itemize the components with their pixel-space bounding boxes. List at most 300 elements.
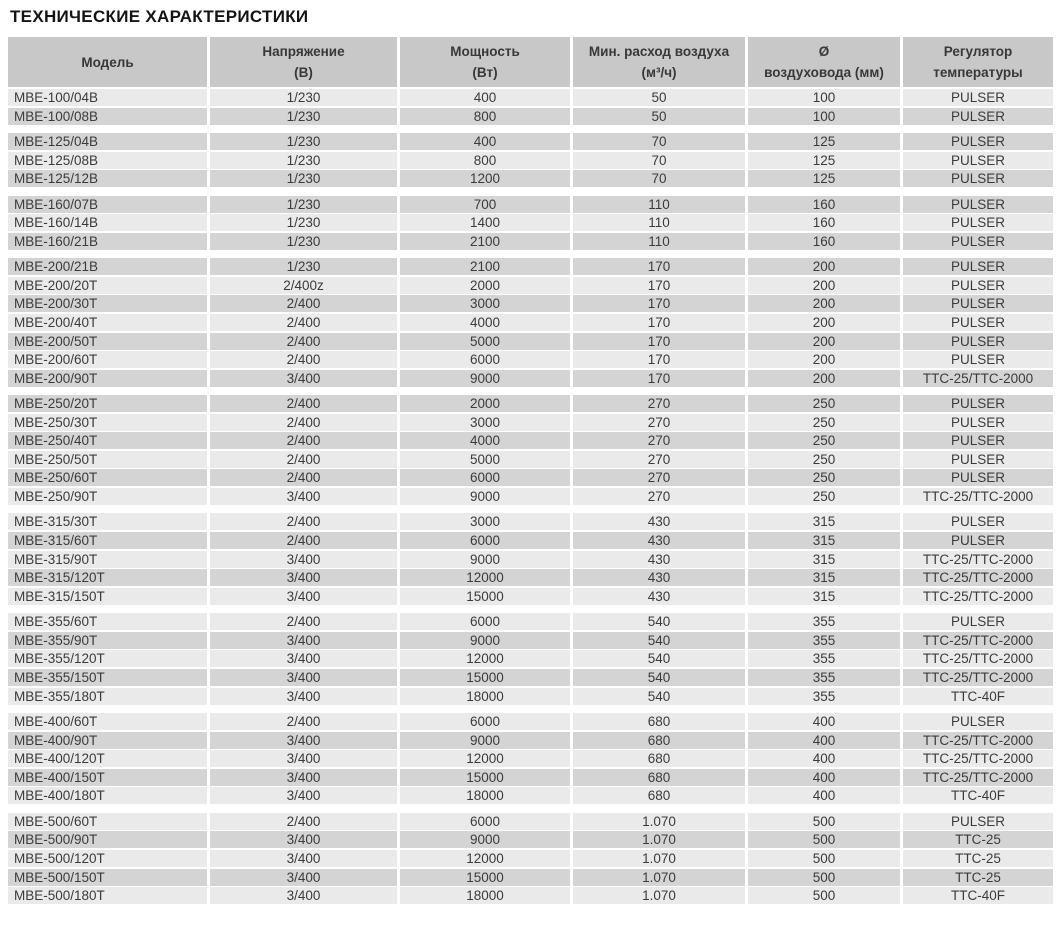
cell-diameter: 400: [748, 787, 900, 804]
cell-regulator: PULSER: [903, 295, 1053, 312]
cell-airflow: 70: [573, 170, 745, 187]
cell-model: MBE-200/60T: [8, 351, 207, 368]
col-header-voltage: [210, 37, 397, 87]
cell-power: 5000: [400, 333, 570, 350]
cell-model: MBE-250/40T: [8, 432, 207, 449]
cell-voltage: 3/400: [210, 650, 397, 667]
col-header-voltage-unit: (В): [294, 65, 313, 80]
cell-airflow: 430: [573, 569, 745, 586]
cell-airflow: 110: [573, 196, 745, 213]
cell-airflow: 680: [573, 750, 745, 767]
cell-regulator: PULSER: [903, 277, 1053, 294]
cell-diameter: 250: [748, 451, 900, 468]
table-row: [8, 196, 1053, 213]
cell-power: 9000: [400, 831, 570, 848]
model-group: [8, 395, 1053, 505]
cell-power: 12000: [400, 850, 570, 867]
cell-model: MBE-250/30T: [8, 414, 207, 431]
cell-model: MBE-250/20T: [8, 395, 207, 412]
table-row: [8, 650, 1053, 667]
table-row: [8, 688, 1053, 705]
cell-diameter: 160: [748, 233, 900, 250]
cell-model: MBE-355/150T: [8, 669, 207, 686]
cell-model: MBE-500/60T: [8, 813, 207, 830]
table-row: [8, 214, 1053, 231]
cell-airflow: 50: [573, 108, 745, 125]
cell-airflow: 430: [573, 513, 745, 530]
table-row: [8, 414, 1053, 431]
cell-diameter: 250: [748, 395, 900, 412]
cell-power: 18000: [400, 688, 570, 705]
cell-power: 6000: [400, 813, 570, 830]
cell-airflow: 270: [573, 414, 745, 431]
cell-airflow: 170: [573, 370, 745, 387]
cell-diameter: 500: [748, 831, 900, 848]
table-row: [8, 233, 1053, 250]
cell-voltage: 2/400: [210, 432, 397, 449]
col-header-power-unit: (Вт): [472, 65, 498, 80]
cell-model: MBE-355/90T: [8, 632, 207, 649]
cell-power: 4000: [400, 314, 570, 331]
cell-voltage: 3/400: [210, 488, 397, 505]
cell-airflow: 170: [573, 351, 745, 368]
cell-model: MBE-355/60T: [8, 613, 207, 630]
cell-airflow: 70: [573, 133, 745, 150]
cell-regulator: PULSER: [903, 314, 1053, 331]
cell-power: 2100: [400, 233, 570, 250]
cell-voltage: 2/400: [210, 713, 397, 730]
cell-diameter: 100: [748, 108, 900, 125]
cell-voltage: 3/400: [210, 370, 397, 387]
cell-voltage: 2/400: [210, 351, 397, 368]
cell-airflow: 50: [573, 89, 745, 106]
cell-airflow: 430: [573, 532, 745, 549]
cell-airflow: 110: [573, 214, 745, 231]
cell-regulator: TTC-25/TTC-2000: [903, 669, 1053, 686]
cell-airflow: 1.070: [573, 831, 745, 848]
cell-power: 9000: [400, 370, 570, 387]
cell-model: MBE-500/90T: [8, 831, 207, 848]
cell-power: 6000: [400, 613, 570, 630]
cell-airflow: 270: [573, 432, 745, 449]
table-row: [8, 569, 1053, 586]
table-row: [8, 869, 1053, 886]
cell-power: 800: [400, 108, 570, 125]
cell-voltage: 1/230: [210, 89, 397, 106]
cell-power: 2100: [400, 258, 570, 275]
cell-diameter: 200: [748, 333, 900, 350]
cell-power: 9000: [400, 488, 570, 505]
cell-voltage: 3/400: [210, 688, 397, 705]
cell-diameter: 200: [748, 370, 900, 387]
cell-voltage: 3/400: [210, 887, 397, 904]
cell-regulator: PULSER: [903, 170, 1053, 187]
cell-airflow: 540: [573, 613, 745, 630]
cell-power: 18000: [400, 887, 570, 904]
cell-regulator: PULSER: [903, 214, 1053, 231]
col-header-model-label: Модель: [81, 54, 134, 70]
cell-model: MBE-100/04B: [8, 89, 207, 106]
cell-model: MBE-500/180T: [8, 887, 207, 904]
cell-voltage: 1/230: [210, 170, 397, 187]
cell-airflow: 680: [573, 713, 745, 730]
cell-regulator: PULSER: [903, 813, 1053, 830]
cell-voltage: 3/400: [210, 669, 397, 686]
cell-voltage: 1/230: [210, 196, 397, 213]
cell-model: MBE-200/90T: [8, 370, 207, 387]
cell-airflow: 680: [573, 787, 745, 804]
cell-diameter: 200: [748, 351, 900, 368]
cell-model: MBE-160/14B: [8, 214, 207, 231]
cell-power: 800: [400, 152, 570, 169]
col-header-power-label: Мощность: [450, 44, 520, 59]
cell-model: MBE-355/180T: [8, 688, 207, 705]
cell-voltage: 1/230: [210, 108, 397, 125]
cell-airflow: 270: [573, 451, 745, 468]
cell-airflow: 1.070: [573, 869, 745, 886]
cell-model: MBE-200/20T: [8, 277, 207, 294]
cell-power: 4000: [400, 432, 570, 449]
cell-diameter: 500: [748, 850, 900, 867]
table-row: [8, 750, 1053, 767]
cell-voltage: 3/400: [210, 588, 397, 605]
cell-model: MBE-200/40T: [8, 314, 207, 331]
cell-voltage: 3/400: [210, 632, 397, 649]
cell-voltage: 1/230: [210, 133, 397, 150]
cell-power: 15000: [400, 669, 570, 686]
cell-diameter: 400: [748, 713, 900, 730]
cell-diameter: 250: [748, 432, 900, 449]
cell-diameter: 250: [748, 488, 900, 505]
cell-voltage: 2/400z: [210, 277, 397, 294]
cell-diameter: 355: [748, 632, 900, 649]
specs-table: [8, 37, 1053, 904]
cell-power: 9000: [400, 551, 570, 568]
cell-voltage: 3/400: [210, 869, 397, 886]
cell-regulator: PULSER: [903, 233, 1053, 250]
table-row: [8, 613, 1053, 630]
table-row: [8, 669, 1053, 686]
cell-regulator: PULSER: [903, 333, 1053, 350]
cell-regulator: PULSER: [903, 713, 1053, 730]
model-group: [8, 133, 1053, 187]
cell-voltage: 2/400: [210, 813, 397, 830]
table-row: [8, 395, 1053, 412]
cell-power: 15000: [400, 769, 570, 786]
col-header-diameter-unit: воздуховода (мм): [764, 65, 884, 80]
table-row: [8, 732, 1053, 749]
table-row: [8, 488, 1053, 505]
table-row: [8, 588, 1053, 605]
cell-model: MBE-400/120T: [8, 750, 207, 767]
cell-voltage: 1/230: [210, 152, 397, 169]
model-group: [8, 613, 1053, 704]
table-row: [8, 532, 1053, 549]
col-header-airflow-unit: (м³/ч): [641, 65, 677, 80]
col-header-regulator: [903, 37, 1053, 87]
table-row: [8, 295, 1053, 312]
table-row: [8, 713, 1053, 730]
cell-power: 700: [400, 196, 570, 213]
table-row: [8, 451, 1053, 468]
cell-power: 9000: [400, 632, 570, 649]
cell-diameter: 400: [748, 732, 900, 749]
cell-power: 400: [400, 133, 570, 150]
model-group: [8, 196, 1053, 250]
cell-model: MBE-315/30T: [8, 513, 207, 530]
cell-diameter: 200: [748, 277, 900, 294]
cell-power: 12000: [400, 650, 570, 667]
cell-voltage: 2/400: [210, 469, 397, 486]
table-row: [8, 469, 1053, 486]
cell-regulator: PULSER: [903, 351, 1053, 368]
cell-regulator: PULSER: [903, 196, 1053, 213]
table-row: [8, 133, 1053, 150]
cell-voltage: 2/400: [210, 613, 397, 630]
cell-regulator: PULSER: [903, 451, 1053, 468]
table-row: [8, 258, 1053, 275]
cell-airflow: 170: [573, 314, 745, 331]
cell-diameter: 315: [748, 569, 900, 586]
cell-model: MBE-125/04B: [8, 133, 207, 150]
cell-diameter: 100: [748, 89, 900, 106]
cell-diameter: 355: [748, 688, 900, 705]
col-header-airflow-label: Мин. расход воздуха: [588, 44, 730, 59]
cell-regulator: PULSER: [903, 152, 1053, 169]
table-row: [8, 813, 1053, 830]
cell-regulator: PULSER: [903, 133, 1053, 150]
cell-regulator: TTC-25/TTC-2000: [903, 551, 1053, 568]
cell-model: MBE-200/30T: [8, 295, 207, 312]
cell-model: MBE-125/12B: [8, 170, 207, 187]
col-header-diameter: [748, 37, 900, 87]
cell-model: MBE-500/120T: [8, 850, 207, 867]
cell-model: MBE-315/90T: [8, 551, 207, 568]
cell-voltage: 2/400: [210, 333, 397, 350]
cell-airflow: 430: [573, 588, 745, 605]
cell-regulator: TTC-25/TTC-2000: [903, 750, 1053, 767]
cell-regulator: PULSER: [903, 89, 1053, 106]
cell-model: MBE-315/60T: [8, 532, 207, 549]
cell-power: 18000: [400, 787, 570, 804]
cell-airflow: 70: [573, 152, 745, 169]
cell-power: 15000: [400, 869, 570, 886]
cell-regulator: PULSER: [903, 414, 1053, 431]
cell-diameter: 125: [748, 170, 900, 187]
table-row: [8, 432, 1053, 449]
cell-voltage: 2/400: [210, 513, 397, 530]
cell-power: 9000: [400, 732, 570, 749]
cell-airflow: 430: [573, 551, 745, 568]
cell-power: 1400: [400, 214, 570, 231]
table-row: [8, 513, 1053, 530]
table-row: [8, 831, 1053, 848]
table-row: [8, 170, 1053, 187]
cell-airflow: 1.070: [573, 887, 745, 904]
cell-regulator: PULSER: [903, 469, 1053, 486]
cell-airflow: 540: [573, 632, 745, 649]
col-header-airflow: [573, 37, 745, 87]
cell-diameter: 500: [748, 869, 900, 886]
cell-diameter: 315: [748, 532, 900, 549]
cell-diameter: 160: [748, 214, 900, 231]
cell-diameter: 315: [748, 588, 900, 605]
cell-regulator: PULSER: [903, 613, 1053, 630]
cell-regulator: TTC-25/TTC-2000: [903, 569, 1053, 586]
cell-regulator: TTC-40F: [903, 688, 1053, 705]
table-row: [8, 850, 1053, 867]
table-row: [8, 769, 1053, 786]
cell-diameter: 200: [748, 314, 900, 331]
cell-voltage: 3/400: [210, 569, 397, 586]
model-group: [8, 713, 1053, 804]
cell-regulator: PULSER: [903, 513, 1053, 530]
table-row: [8, 89, 1053, 106]
cell-diameter: 400: [748, 750, 900, 767]
col-header-regulator-sub: температуры: [933, 65, 1023, 80]
table-header: [8, 37, 1053, 87]
cell-power: 3000: [400, 295, 570, 312]
table-row: [8, 333, 1053, 350]
col-header-regulator-label: Регулятор: [943, 44, 1013, 59]
table-row: [8, 277, 1053, 294]
cell-model: MBE-500/150T: [8, 869, 207, 886]
cell-diameter: 200: [748, 295, 900, 312]
cell-voltage: 2/400: [210, 395, 397, 412]
cell-regulator: PULSER: [903, 108, 1053, 125]
cell-power: 15000: [400, 588, 570, 605]
cell-regulator: TTC-25: [903, 850, 1053, 867]
cell-power: 2000: [400, 277, 570, 294]
table-row: [8, 632, 1053, 649]
cell-airflow: 170: [573, 277, 745, 294]
cell-diameter: 355: [748, 613, 900, 630]
table-row: [8, 787, 1053, 804]
cell-model: MBE-125/08B: [8, 152, 207, 169]
cell-model: MBE-100/08B: [8, 108, 207, 125]
cell-model: MBE-250/90T: [8, 488, 207, 505]
cell-regulator: TTC-40F: [903, 887, 1053, 904]
cell-diameter: 500: [748, 887, 900, 904]
cell-regulator: PULSER: [903, 432, 1053, 449]
table-row: [8, 108, 1053, 125]
cell-model: MBE-400/60T: [8, 713, 207, 730]
cell-regulator: PULSER: [903, 532, 1053, 549]
model-group: [8, 89, 1053, 125]
table-row: [8, 351, 1053, 368]
cell-power: 1200: [400, 170, 570, 187]
cell-regulator: TTC-25/TTC-2000: [903, 588, 1053, 605]
col-header-diameter-label: Ø: [818, 44, 830, 59]
cell-voltage: 3/400: [210, 831, 397, 848]
cell-voltage: 3/400: [210, 850, 397, 867]
cell-voltage: 2/400: [210, 451, 397, 468]
cell-model: MBE-315/120T: [8, 569, 207, 586]
cell-voltage: 3/400: [210, 787, 397, 804]
cell-diameter: 400: [748, 769, 900, 786]
table-row: [8, 152, 1053, 169]
cell-regulator: TTC-25/TTC-2000: [903, 632, 1053, 649]
cell-regulator: TTC-25/TTC-2000: [903, 370, 1053, 387]
cell-regulator: TTC-25: [903, 831, 1053, 848]
page-title: ТЕХНИЧЕСКИЕ ХАРАКТЕРИСТИКИ: [10, 7, 309, 26]
cell-diameter: 355: [748, 650, 900, 667]
cell-model: MBE-400/150T: [8, 769, 207, 786]
cell-airflow: 1.070: [573, 813, 745, 830]
cell-model: MBE-355/120T: [8, 650, 207, 667]
cell-airflow: 540: [573, 688, 745, 705]
cell-regulator: TTC-40F: [903, 787, 1053, 804]
cell-airflow: 270: [573, 469, 745, 486]
cell-diameter: 355: [748, 669, 900, 686]
cell-voltage: 1/230: [210, 258, 397, 275]
cell-model: MBE-250/50T: [8, 451, 207, 468]
table-row: [8, 370, 1053, 387]
cell-power: 6000: [400, 351, 570, 368]
table-body: [8, 89, 1053, 904]
cell-diameter: 125: [748, 133, 900, 150]
cell-diameter: 200: [748, 258, 900, 275]
cell-model: MBE-250/60T: [8, 469, 207, 486]
cell-model: MBE-200/21B: [8, 258, 207, 275]
cell-power: 5000: [400, 451, 570, 468]
cell-airflow: 170: [573, 258, 745, 275]
cell-diameter: 315: [748, 551, 900, 568]
cell-voltage: 3/400: [210, 551, 397, 568]
cell-diameter: 315: [748, 513, 900, 530]
col-header-model: [8, 37, 207, 87]
cell-voltage: 2/400: [210, 314, 397, 331]
cell-voltage: 2/400: [210, 414, 397, 431]
cell-airflow: 680: [573, 732, 745, 749]
cell-power: 12000: [400, 750, 570, 767]
cell-power: 6000: [400, 469, 570, 486]
cell-voltage: 2/400: [210, 295, 397, 312]
cell-airflow: 540: [573, 650, 745, 667]
cell-airflow: 170: [573, 295, 745, 312]
cell-voltage: 1/230: [210, 214, 397, 231]
cell-power: 6000: [400, 713, 570, 730]
cell-power: 400: [400, 89, 570, 106]
cell-model: MBE-400/90T: [8, 732, 207, 749]
cell-diameter: 160: [748, 196, 900, 213]
table-row: [8, 551, 1053, 568]
cell-model: MBE-315/150T: [8, 588, 207, 605]
model-group: [8, 513, 1053, 604]
cell-diameter: 250: [748, 414, 900, 431]
cell-voltage: 3/400: [210, 769, 397, 786]
col-header-voltage-label: Напряжение: [262, 44, 345, 59]
cell-regulator: TTC-25/TTC-2000: [903, 769, 1053, 786]
cell-model: MBE-160/21B: [8, 233, 207, 250]
cell-power: 3000: [400, 513, 570, 530]
cell-voltage: 3/400: [210, 750, 397, 767]
cell-airflow: 1.070: [573, 850, 745, 867]
cell-power: 12000: [400, 569, 570, 586]
table-row: [8, 887, 1053, 904]
cell-regulator: PULSER: [903, 395, 1053, 412]
cell-voltage: 2/400: [210, 532, 397, 549]
model-group: [8, 258, 1053, 387]
cell-power: 6000: [400, 532, 570, 549]
cell-airflow: 680: [573, 769, 745, 786]
cell-model: MBE-400/180T: [8, 787, 207, 804]
cell-power: 3000: [400, 414, 570, 431]
model-group: [8, 813, 1053, 904]
cell-diameter: 125: [748, 152, 900, 169]
cell-regulator: TTC-25/TTC-2000: [903, 488, 1053, 505]
cell-model: MBE-200/50T: [8, 333, 207, 350]
